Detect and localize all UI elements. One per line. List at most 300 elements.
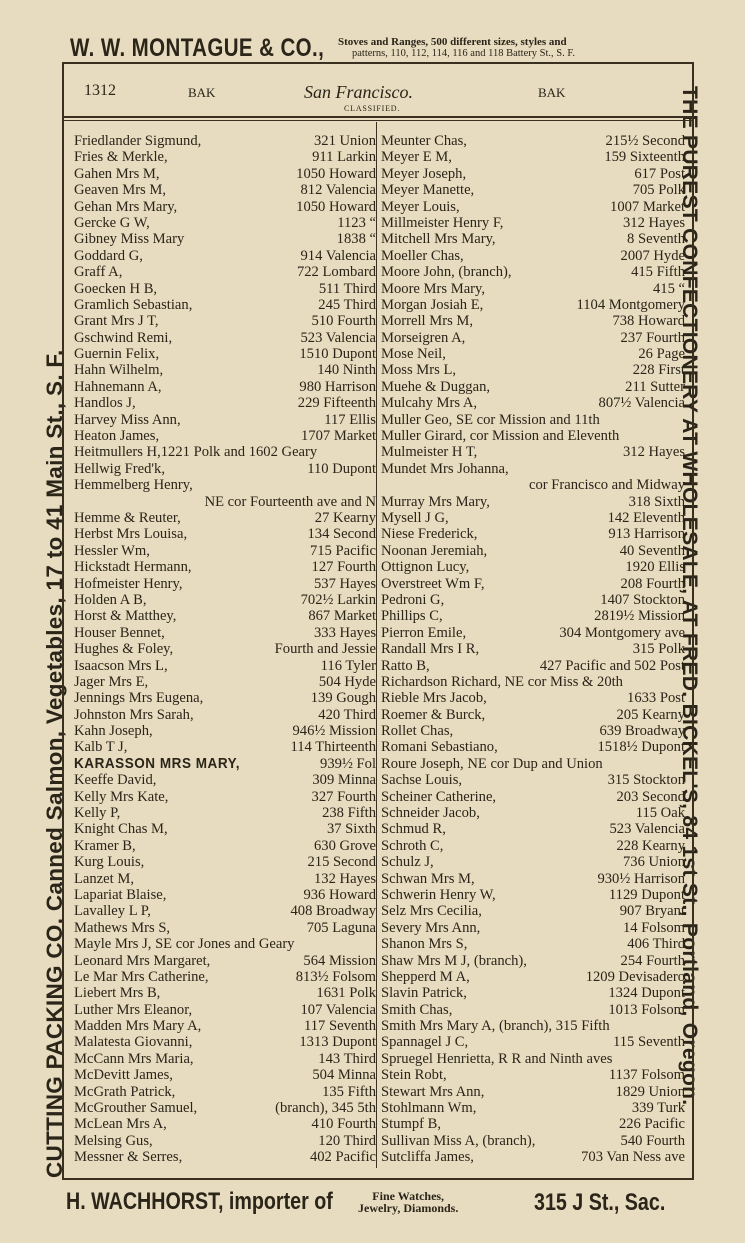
entry-address: 639 Broadway: [599, 723, 685, 740]
directory-entry: [74, 199, 376, 215]
directory-entry: [381, 510, 685, 526]
entry-address: 1050 Howard: [296, 165, 376, 182]
entry-name: Shepperd M A,: [381, 968, 470, 985]
entry-name: Ratto B,: [381, 657, 430, 674]
directory-entry: [381, 1067, 685, 1083]
entry-address: 203 Second: [616, 788, 685, 805]
entry-name: Lapariat Blaise,: [74, 886, 167, 903]
entry-name: Selz Mrs Cecilia,: [381, 903, 482, 920]
entry-address: 914 Valencia: [300, 247, 376, 264]
directory-entry: [381, 362, 685, 378]
directory-entry: [74, 1018, 376, 1034]
directory-entry: [74, 1051, 376, 1067]
directory-entry: [74, 576, 376, 592]
directory-entry: [74, 215, 376, 231]
directory-entry: [381, 1116, 685, 1132]
directory-entry: [381, 313, 685, 329]
entry-name: Geaven Mrs M,: [74, 182, 167, 199]
entry-address: 703 Van Ness ave: [581, 1149, 685, 1166]
left-margin-advertisement: CUTTING PACKING CO. Canned Salmon, Vegetables, 17 to 41 Main St., S. F.: [42, 349, 67, 1178]
entry-address: Fourth and Jessie: [274, 641, 376, 658]
entry-name: McGrouther Samuel,: [74, 1100, 198, 1117]
entry-address: 139 Gough: [310, 690, 376, 707]
bottom-ad-goods-line2: Jewelry, Diamonds.: [358, 1201, 459, 1215]
entry-address: 980 Harrison: [299, 378, 376, 395]
entry-address: 315 Stockton: [607, 772, 685, 789]
bottom-ad-goods-line1: Fine Watches,: [372, 1189, 445, 1203]
left-column: [74, 133, 376, 1166]
entry-name: Smith Chas,: [381, 1001, 453, 1018]
entry-name: Mysell J G,: [381, 509, 449, 526]
entry-address: 537 Hayes: [313, 575, 376, 592]
directory-entry: [74, 625, 376, 641]
directory-entry: [381, 772, 685, 788]
entry-name: Richardson Richard, NE cor Miss & 20th: [381, 673, 623, 690]
entry-address: 406 Third: [627, 936, 685, 953]
directory-entry: [381, 1149, 685, 1165]
entry-name: Johnston Mrs Sarah,: [74, 706, 194, 723]
entry-address: 617 Post: [634, 165, 685, 182]
directory-entry: [74, 1034, 376, 1050]
entry-name: Meyer Manette,: [381, 182, 475, 199]
entry-address: 1050 Howard: [296, 198, 376, 215]
entry-name: Pedroni G,: [381, 591, 445, 608]
entry-address: 630 Grove: [313, 837, 376, 854]
directory-entry: [381, 625, 685, 641]
directory-entry: [74, 903, 376, 919]
directory-entry: [381, 543, 685, 559]
entry-address: (branch), 345 5th: [275, 1100, 376, 1117]
entry-name: Jager Mrs E,: [74, 673, 149, 690]
entry-address: 408 Broadway: [290, 903, 376, 920]
entry-name: Muller Girard, cor Mission and Eleventh: [381, 428, 620, 445]
entry-address: 415 “: [652, 280, 685, 297]
directory-entry: [381, 166, 685, 182]
entry-address: 510 Fourth: [311, 313, 376, 330]
entry-address: 1838 “: [336, 231, 376, 248]
entry-name: Friedlander Sigmund,: [74, 133, 202, 149]
directory-entry: [381, 985, 685, 1001]
header-abbr-left: BAK: [188, 85, 216, 100]
entry-address: 540 Fourth: [620, 1132, 685, 1149]
entry-address: 736 Union: [622, 854, 685, 871]
entry-name: Ottignon Lucy,: [381, 559, 470, 576]
entry-address: 238 Fifth: [322, 805, 376, 822]
entry-address: 229 Fifteenth: [297, 395, 376, 412]
directory-entry: [74, 739, 376, 755]
entry-address: 504 Hyde: [318, 673, 376, 690]
entry-address: 40 Seventh: [619, 542, 685, 559]
entry-address: 115 Seventh: [612, 1034, 685, 1051]
directory-entry: [74, 182, 376, 198]
directory-entry: [74, 526, 376, 542]
directory-entry: [381, 346, 685, 362]
directory-entry: [74, 428, 376, 444]
top-advertisement: [70, 34, 690, 64]
directory-entry: [74, 362, 376, 378]
entry-name: Le Mar Mrs Catherine,: [74, 968, 209, 985]
entry-address: 812 Valencia: [300, 182, 376, 199]
entry-name: Niese Frederick,: [381, 526, 478, 543]
entry-address: 245 Third: [318, 296, 376, 313]
entry-name: Houser Bennet,: [74, 624, 165, 641]
directory-entry: [74, 494, 376, 510]
entry-name: Hahn Wilhelm,: [74, 362, 164, 379]
directory-entry: [74, 313, 376, 329]
directory-entry: [381, 1051, 685, 1067]
directory-entry: [381, 608, 685, 624]
directory-entry: [381, 1034, 685, 1050]
header-rule: [64, 116, 692, 118]
entry-address: 1104 Montgomery: [576, 296, 685, 313]
entry-name: Holden A B,: [74, 591, 147, 608]
entry-name: Kelly Mrs Kate,: [74, 788, 169, 805]
entry-address: 142 Eleventh: [607, 509, 685, 526]
entry-address: 27 Kearny: [314, 509, 376, 526]
entry-address: cor Francisco and Midway: [528, 477, 685, 494]
directory-entry: [74, 707, 376, 723]
directory-entry: [381, 854, 685, 870]
directory-entry: [381, 805, 685, 821]
entry-name: Millmeister Henry F,: [381, 214, 504, 231]
entry-address: 132 Hayes: [313, 870, 376, 887]
directory-entry: [381, 133, 685, 149]
bottom-advertisement: [66, 1188, 686, 1222]
directory-entry: [381, 1084, 685, 1100]
directory-entry: [381, 199, 685, 215]
entry-address: 705 Laguna: [306, 919, 376, 936]
directory-entry: [74, 1149, 376, 1165]
entry-name: Moore John, (branch),: [381, 264, 512, 281]
directory-entry: [74, 920, 376, 936]
entry-address: 1920 Ellis: [625, 559, 685, 576]
header-classified: CLASSIFIED.: [344, 104, 401, 113]
entry-name: Keeffe David,: [74, 772, 157, 789]
entry-name: Stein Robt,: [381, 1067, 447, 1084]
directory-entry: [74, 838, 376, 854]
entry-name: Hughes & Foley,: [74, 641, 174, 658]
entry-name: Rieble Mrs Jacob,: [381, 690, 487, 707]
entry-address: 1137 Folsom: [608, 1067, 685, 1084]
entry-address: 107 Valencia: [300, 1001, 376, 1018]
bottom-ad-address: 315 J St., Sac.: [534, 1189, 666, 1216]
entry-name: Sutcliffa James,: [381, 1149, 474, 1166]
entry-name: Harvey Miss Ann,: [74, 411, 181, 428]
directory-entry: [381, 297, 685, 313]
entry-address: 420 Third: [318, 706, 376, 723]
directory-entry: [74, 690, 376, 706]
directory-entry: [381, 920, 685, 936]
directory-entry: [74, 641, 376, 657]
entry-name: Guernin Felix,: [74, 346, 160, 363]
bottom-ad-name: H. WACHHORST, importer of: [66, 1188, 333, 1215]
entry-address: 215½ Second: [605, 133, 685, 149]
directory-entry: [381, 248, 685, 264]
entry-name: Muller Geo, SE cor Mission and 11th: [381, 411, 600, 428]
directory-entry: [381, 576, 685, 592]
entry-address: 115 Oak: [635, 805, 685, 822]
entry-address: 738 Howard: [612, 313, 685, 330]
page-number: 1312: [84, 82, 116, 99]
directory-entry: [381, 1133, 685, 1149]
entry-name: McLean Mrs A,: [74, 1116, 167, 1133]
entry-name: Lavalley L P,: [74, 903, 151, 920]
directory-entry: [74, 379, 376, 395]
entry-name: Moore Mrs Mary,: [381, 280, 486, 297]
directory-entry: [381, 903, 685, 919]
directory-entry: [381, 838, 685, 854]
directory-entry: [74, 871, 376, 887]
entry-address: 228 Kearny: [616, 837, 685, 854]
directory-entry: [74, 231, 376, 247]
entry-name: McCann Mrs Maria,: [74, 1050, 194, 1067]
entry-address: 208 Fourth: [620, 575, 685, 592]
entry-address: 415 Fifth: [631, 264, 685, 281]
entry-address: 211 Sutter: [625, 378, 685, 395]
entry-address: 702½ Larkin: [300, 591, 376, 608]
entry-name: Muehe & Duggan,: [381, 378, 491, 395]
entry-name: Meunter Chas,: [381, 133, 467, 149]
entry-address: 511 Third: [318, 280, 376, 297]
entry-name: Romani Sebastiano,: [381, 739, 498, 756]
entry-address: 226 Pacific: [618, 1116, 685, 1133]
directory-entry: [74, 1100, 376, 1116]
entry-address: 135 Fifth: [322, 1083, 376, 1100]
entry-name: Herbst Mrs Louisa,: [74, 526, 188, 543]
entry-name: Severy Mrs Ann,: [381, 919, 481, 936]
entry-name: Grant Mrs J T,: [74, 313, 159, 330]
entry-name: Mundet Mrs Johanna,: [381, 460, 509, 477]
entry-address: 715 Pacific: [309, 542, 376, 559]
entry-name: Luther Mrs Eleanor,: [74, 1001, 193, 1018]
entry-address: 116 Tyler: [320, 657, 376, 674]
entry-name: Mitchell Mrs Mary,: [381, 231, 496, 248]
directory-entry: [381, 674, 685, 690]
directory-entry: [381, 149, 685, 165]
entry-name: McGrath Patrick,: [74, 1083, 176, 1100]
entry-address: 1324 Dupont: [608, 985, 685, 1002]
directory-entry: [74, 953, 376, 969]
entry-name: KARASSON MRS MARY,: [74, 754, 240, 772]
entry-name: Hickstadt Hermann,: [74, 559, 192, 576]
directory-entry: [74, 1116, 376, 1132]
entry-name: Gehan Mrs Mary,: [74, 198, 178, 215]
entry-address: 1633 Post: [627, 690, 685, 707]
directory-entry: [381, 756, 685, 772]
entry-name: Kelly P,: [74, 805, 121, 822]
directory-entry: [74, 887, 376, 903]
entry-name: Stohlmann Wm,: [381, 1100, 477, 1117]
entry-name: Meyer Joseph,: [381, 165, 467, 182]
directory-entry: [381, 871, 685, 887]
entry-name: Moeller Chas,: [381, 247, 464, 264]
directory-entry: [381, 936, 685, 952]
entry-address: 237 Fourth: [620, 329, 685, 346]
directory-entry: [74, 461, 376, 477]
directory-entry: [74, 658, 376, 674]
entry-name: Slavin Patrick,: [381, 985, 467, 1002]
directory-entry: [74, 592, 376, 608]
top-ad-firm: W. W. MONTAGUE & CO.,: [70, 34, 325, 62]
entry-address: 523 Valencia: [609, 821, 685, 838]
entry-name: Morseigren A,: [381, 329, 466, 346]
directory-entry: [74, 936, 376, 952]
entry-address: 1518½ Dupont: [597, 739, 685, 756]
right-margin-advertisement: THE PUREST CONFECTIONERY AT WHOLESALE, AT FRED. BICKEL'S, 84 1st St., Portland, Oregon.: [678, 86, 701, 1106]
entry-address: 504 Minna: [312, 1067, 376, 1084]
entry-name: Moss Mrs L,: [381, 362, 457, 379]
entry-address: 312 Hayes: [622, 444, 685, 461]
directory-entry: [381, 559, 685, 575]
entry-name: Heitmullers H,1221 Polk and 1602 Geary: [74, 444, 318, 461]
entry-name: Scheiner Catherine,: [381, 788, 497, 805]
entry-name: Shanon Mrs S,: [381, 936, 468, 953]
entry-name: Spruegel Henrietta, R R and Ninth aves: [381, 1050, 613, 1067]
directory-entry: [381, 592, 685, 608]
entry-name: Hofmeister Henry,: [74, 575, 183, 592]
entry-address: 143 Third: [318, 1050, 376, 1067]
header-rule-thin: [64, 120, 692, 121]
entry-name: Stumpf B,: [381, 1116, 442, 1133]
entry-address: 327 Fourth: [311, 788, 376, 805]
directory-entry: [74, 166, 376, 182]
directory-entry: [74, 1133, 376, 1149]
entry-address: 8 Seventh: [627, 231, 685, 248]
top-ad-details: [338, 36, 575, 60]
entry-name: Shaw Mrs M J, (branch),: [381, 952, 527, 969]
entry-name: Schroth C,: [381, 837, 444, 854]
entry-address: 321 Union: [313, 133, 376, 149]
entry-name: Hemme & Reuter,: [74, 509, 181, 526]
directory-entry: [381, 707, 685, 723]
entry-name: Gahen Mrs M,: [74, 165, 160, 182]
directory-entry: [74, 1067, 376, 1083]
page-header: [64, 64, 692, 116]
entry-address: 1510 Dupont: [299, 346, 376, 363]
directory-entry: [381, 1002, 685, 1018]
directory-entry: [74, 559, 376, 575]
entry-address: 140 Ninth: [317, 362, 376, 379]
entry-address: 813½ Folsom: [295, 968, 376, 985]
directory-entry: [74, 674, 376, 690]
directory-entry: [74, 395, 376, 411]
entry-address: 2007 Hyde: [620, 247, 685, 264]
entry-name: Kurg Louis,: [74, 854, 145, 871]
entry-address: 110 Dupont: [307, 460, 376, 477]
entry-address: 913 Harrison: [608, 526, 685, 543]
entry-name: Sachse Louis,: [381, 772, 463, 789]
entry-name: Lanzet M,: [74, 870, 134, 887]
entry-address: 120 Third: [318, 1132, 376, 1149]
directory-entry: [74, 1002, 376, 1018]
directory-entry: [381, 658, 685, 674]
directory-entry: [74, 805, 376, 821]
entry-address: 127 Fourth: [311, 559, 376, 576]
entry-address: 339 Turk: [631, 1100, 685, 1117]
entry-name: Schulz J,: [381, 854, 434, 871]
entry-address: 312 Hayes: [622, 214, 685, 231]
entry-name: Mose Neil,: [381, 346, 446, 363]
entry-name: Liebert Mrs B,: [74, 985, 161, 1002]
entry-address: 318 Sixth: [628, 493, 685, 510]
column-divider: [376, 122, 377, 1168]
entry-name: Jennings Mrs Eugena,: [74, 690, 204, 707]
entry-address: 2819½ Mission: [594, 608, 685, 625]
directory-entry: [381, 641, 685, 657]
entry-name: Kalb T J,: [74, 739, 128, 756]
directory-entry: [74, 985, 376, 1001]
directory-entry: [74, 789, 376, 805]
header-city: San Francisco.: [304, 82, 413, 102]
directory-entry: [74, 133, 376, 149]
entry-name: Randall Mrs I R,: [381, 641, 480, 658]
entry-name: Hessler Wm,: [74, 542, 150, 559]
right-column: [381, 133, 685, 1166]
directory-entry: [74, 477, 376, 493]
entry-name: Meyer Louis,: [381, 198, 460, 215]
entry-address: 402 Pacific: [309, 1149, 376, 1166]
directory-entry: [74, 723, 376, 739]
entry-name: Sullivan Miss A, (branch),: [381, 1132, 536, 1149]
entry-address: 114 Thirteenth: [290, 739, 376, 756]
directory-entry: [381, 526, 685, 542]
entry-address: 1313 Dupont: [299, 1034, 376, 1051]
directory-frame: [62, 62, 694, 1180]
entry-name: Knight Chas M,: [74, 821, 168, 838]
entry-address: 1013 Folsom: [608, 1001, 685, 1018]
entry-address: 309 Minna: [312, 772, 376, 789]
entry-address: 1123 “: [337, 214, 376, 231]
entry-name: Gschwind Remi,: [74, 329, 173, 346]
entry-name: Heaton James,: [74, 428, 160, 445]
entry-name: Melsing Gus,: [74, 1132, 153, 1149]
entry-name: Rollet Chas,: [381, 723, 454, 740]
entry-address: 946½ Mission: [292, 723, 376, 740]
entry-name: Hahnemann A,: [74, 378, 162, 395]
directory-entry: [381, 215, 685, 231]
entry-address: 410 Fourth: [311, 1116, 376, 1133]
entry-name: Morgan Josiah E,: [381, 296, 484, 313]
header-abbr-right: BAK: [538, 85, 566, 100]
entry-address: 14 Folsom: [622, 919, 685, 936]
entry-name: Schmud R,: [381, 821, 446, 838]
entry-address: 1129 Dupont: [608, 886, 685, 903]
entry-address: 722 Lombard: [296, 264, 376, 281]
entry-address: 807½ Valencia: [598, 395, 685, 412]
entry-address: 315 Polk: [632, 641, 685, 658]
entry-name: Noonan Jeremiah,: [381, 542, 488, 559]
entry-address: 1707 Market: [301, 428, 376, 445]
directory-entry: [381, 231, 685, 247]
entry-address: 907 Bryant: [619, 903, 685, 920]
directory-entry: [381, 739, 685, 755]
entry-name: Mayle Mrs J, SE cor Jones and Geary: [74, 936, 295, 953]
entry-name: Gercke G W,: [74, 214, 150, 231]
entry-address: 1007 Market: [610, 198, 685, 215]
entry-name: Goddard G,: [74, 247, 143, 264]
directory-entry: [381, 953, 685, 969]
entry-name: Spannagel J C,: [381, 1034, 469, 1051]
entry-name: Kahn Joseph,: [74, 723, 153, 740]
bottom-ad-goods: [358, 1190, 458, 1214]
entry-name: Graff A,: [74, 264, 123, 281]
directory-entry: [74, 264, 376, 280]
entry-name: Smith Mrs Mary A, (branch), 315 Fifth: [381, 1018, 610, 1035]
entry-address: NE cor Fourteenth ave and N: [204, 493, 376, 510]
entry-address: 1829 Union: [615, 1083, 685, 1100]
top-ad-line1: Stoves and Ranges, 500 different sizes, styles and: [338, 36, 567, 48]
entry-name: Kramer B,: [74, 837, 136, 854]
